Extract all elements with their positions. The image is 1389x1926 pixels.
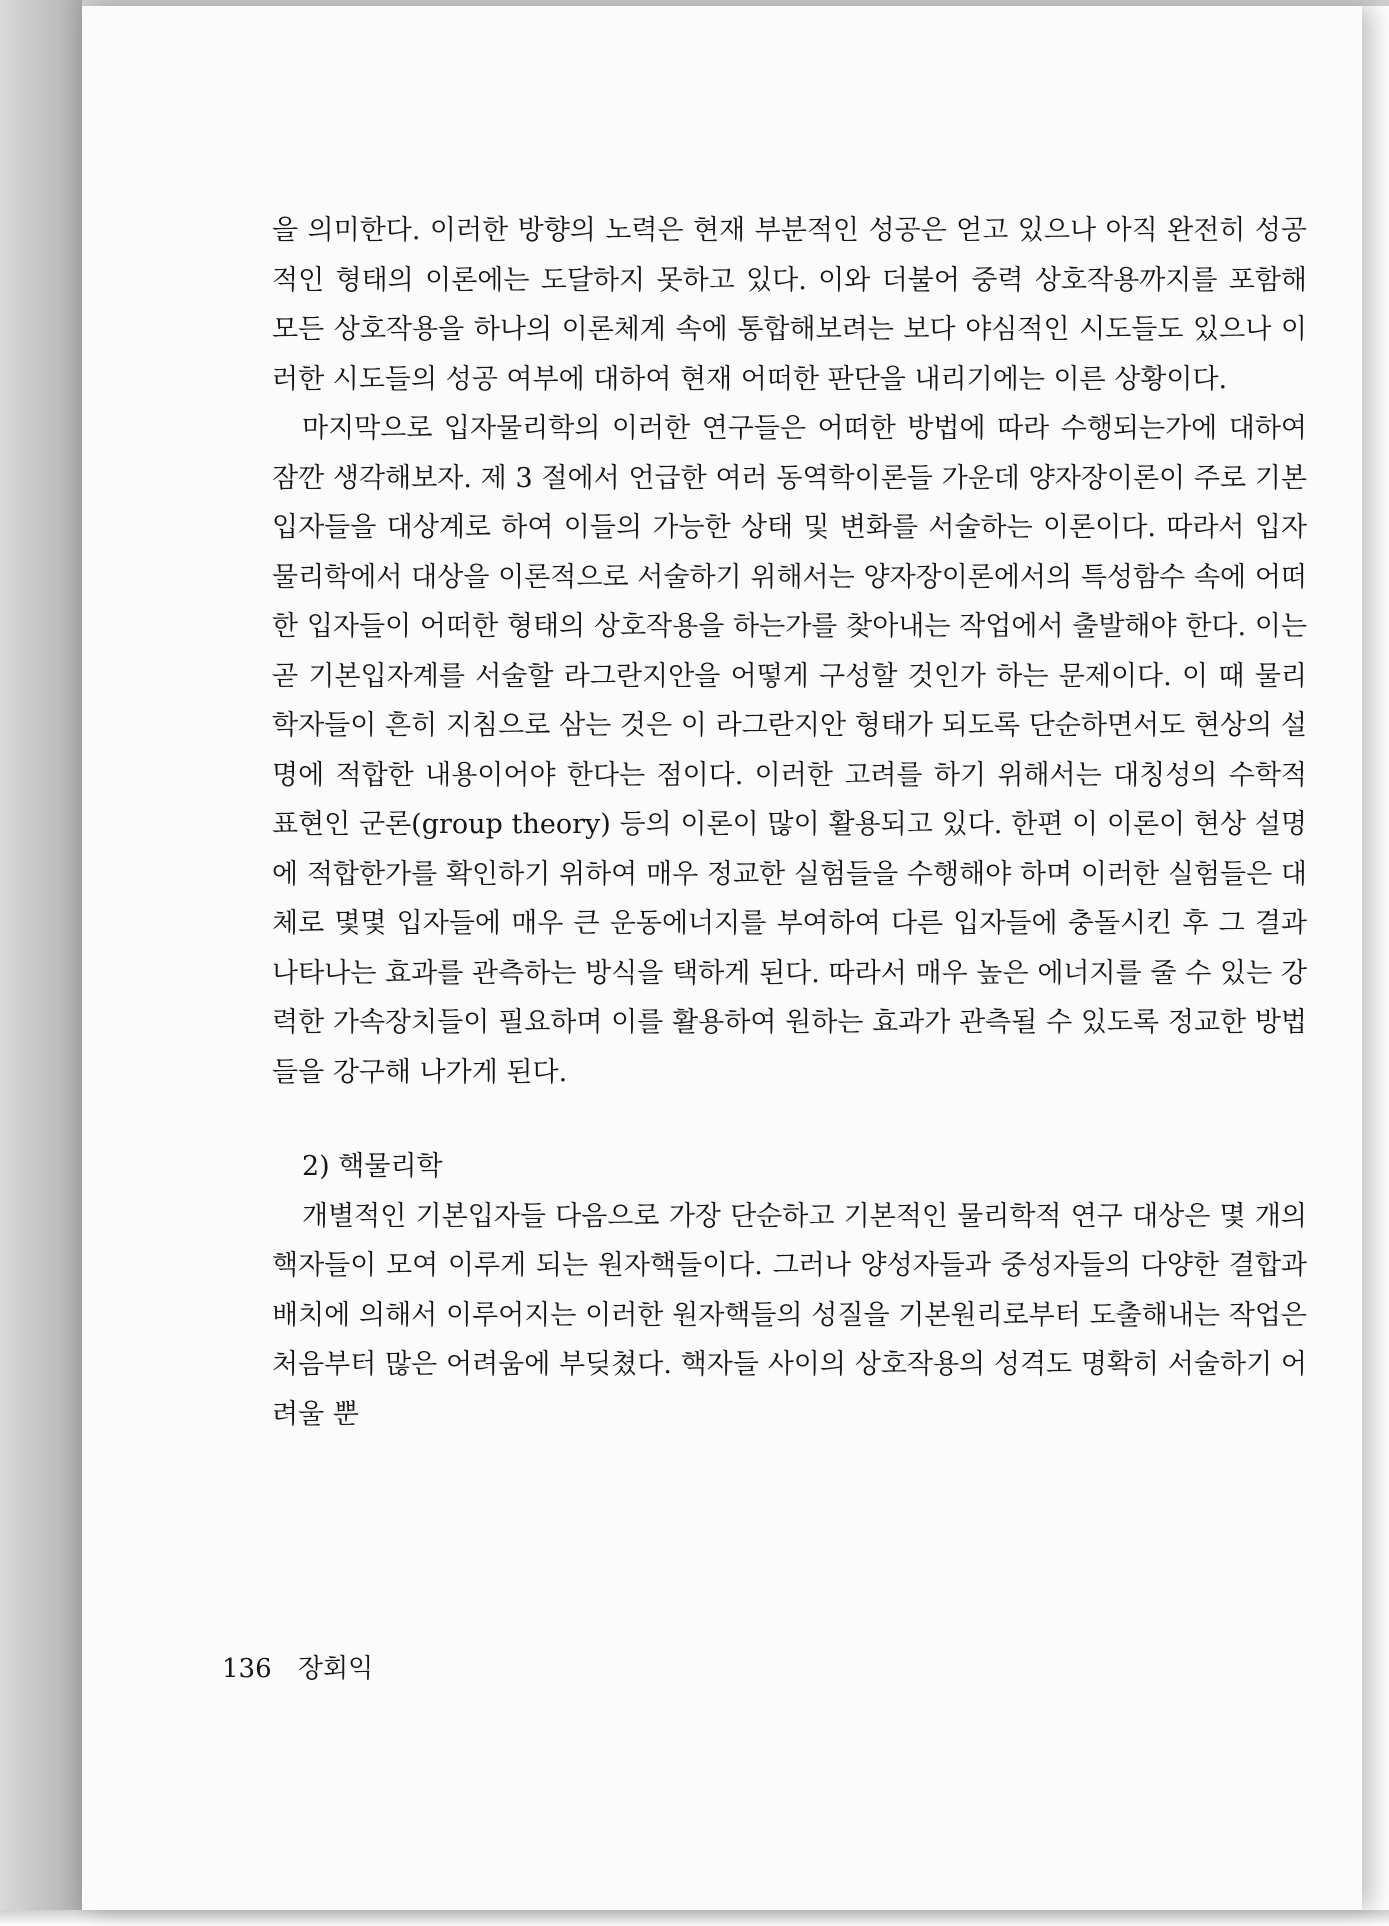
page-body — [272, 206, 1307, 1439]
author-name: 장회익 — [297, 1654, 374, 1684]
paragraph-continuation: 을 의미한다. 이러한 방향의 노력은 현재 부분적인 성공은 얻고 있으나 아직 완전히 성공적인 형태의 이론에는 도달하지 못하고 있다. 이와 더불어 중력 상호작용까지를 포함해 모든 상호작용을 하나의 이론체계 속에 통합해보려는 보다 야심적인 시도들도 있으나 이러한 시도들의 성공 여부에 대하여 현재 어떠한 판단을 내리기에는 이른 상황이다. — [272, 215, 1307, 395]
paragraph-nuclear-physics: 개별적인 기본입자들 다음으로 가장 단순하고 기본적인 물리학적 연구 대상은 몇 개의 핵자들이 모여 이루게 되는 원자핵들이다. 그러나 양성자들과 중성자들의 다양한 결합과 배치에 의해서 이루어지는 이러한 원자핵들의 성질을 기본원리로부터 도출해내는 작업은 처음부터 많은 어려움에 부딪쳤다. 핵자들 사이의 상호작용의 성격도 명확히 서술하기 어려울 뿐 — [272, 1200, 1307, 1430]
book-page — [82, 6, 1362, 1910]
page-stack-bottom-edge — [0, 1910, 1389, 1926]
section-heading: 2) 핵물리학 — [302, 1151, 443, 1182]
paragraph-research-methods: 마지막으로 입자물리학의 이러한 연구들은 어떠한 방법에 따라 수행되는가에 대하여 잠깐 생각해보자. 제 3 절에서 언급한 여러 동역학이론들 가운데 양자장이론이 주로 기본입자들을 대상계로 하여 이들의 가능한 상태 및 변화를 서술하는 이론이다. 따라서 입자물리학에서 대상을 이론적으로 서술하기 위해서는 양자장이론에서의 특성함수 속에 어떠한 입자들이 어떠한 형태의 상호작용을 하는가를 찾아내는 작업에서 출발해야 한다. 이는 곧 기본입자계를 서술할 라그란지안을 어떻게 구성할 것인가 하는 문제이다. 이 때 물리학자들이 흔히 지침으로 삼는 것은 이 라그란지안 형태가 되도록 단순하면서도 현상의 설명에 적합한 내용이어야 한다는 점이다. 이러한 고려를 하기 위해서는 대칭성의 수학적 표현인 군론(group theory) 등의 이론이 많이 활용되고 있다. 한편 이 이론이 현상 설명에 적합한가를 확인하기 위하여 매우 정교한 실험들을 수행해야 하며 이러한 실험들은 대체로 몇몇 입자들에 매우 큰 운동에너지를 부여하여 다른 입자들에 충돌시킨 후 그 결과 나타나는 효과를 관측하는 방식을 택하게 된다. 따라서 매우 높은 에너지를 줄 수 있는 강력한 가속장치들이 필요하며 이를 활용하여 원하는 효과가 관측될 수 있도록 정교한 방법들을 강구해 나가게 된다. — [272, 413, 1307, 1088]
page-footer — [222, 1648, 391, 1685]
page-stack-left-edge — [0, 0, 82, 1926]
page-number: 136 — [222, 1654, 272, 1684]
